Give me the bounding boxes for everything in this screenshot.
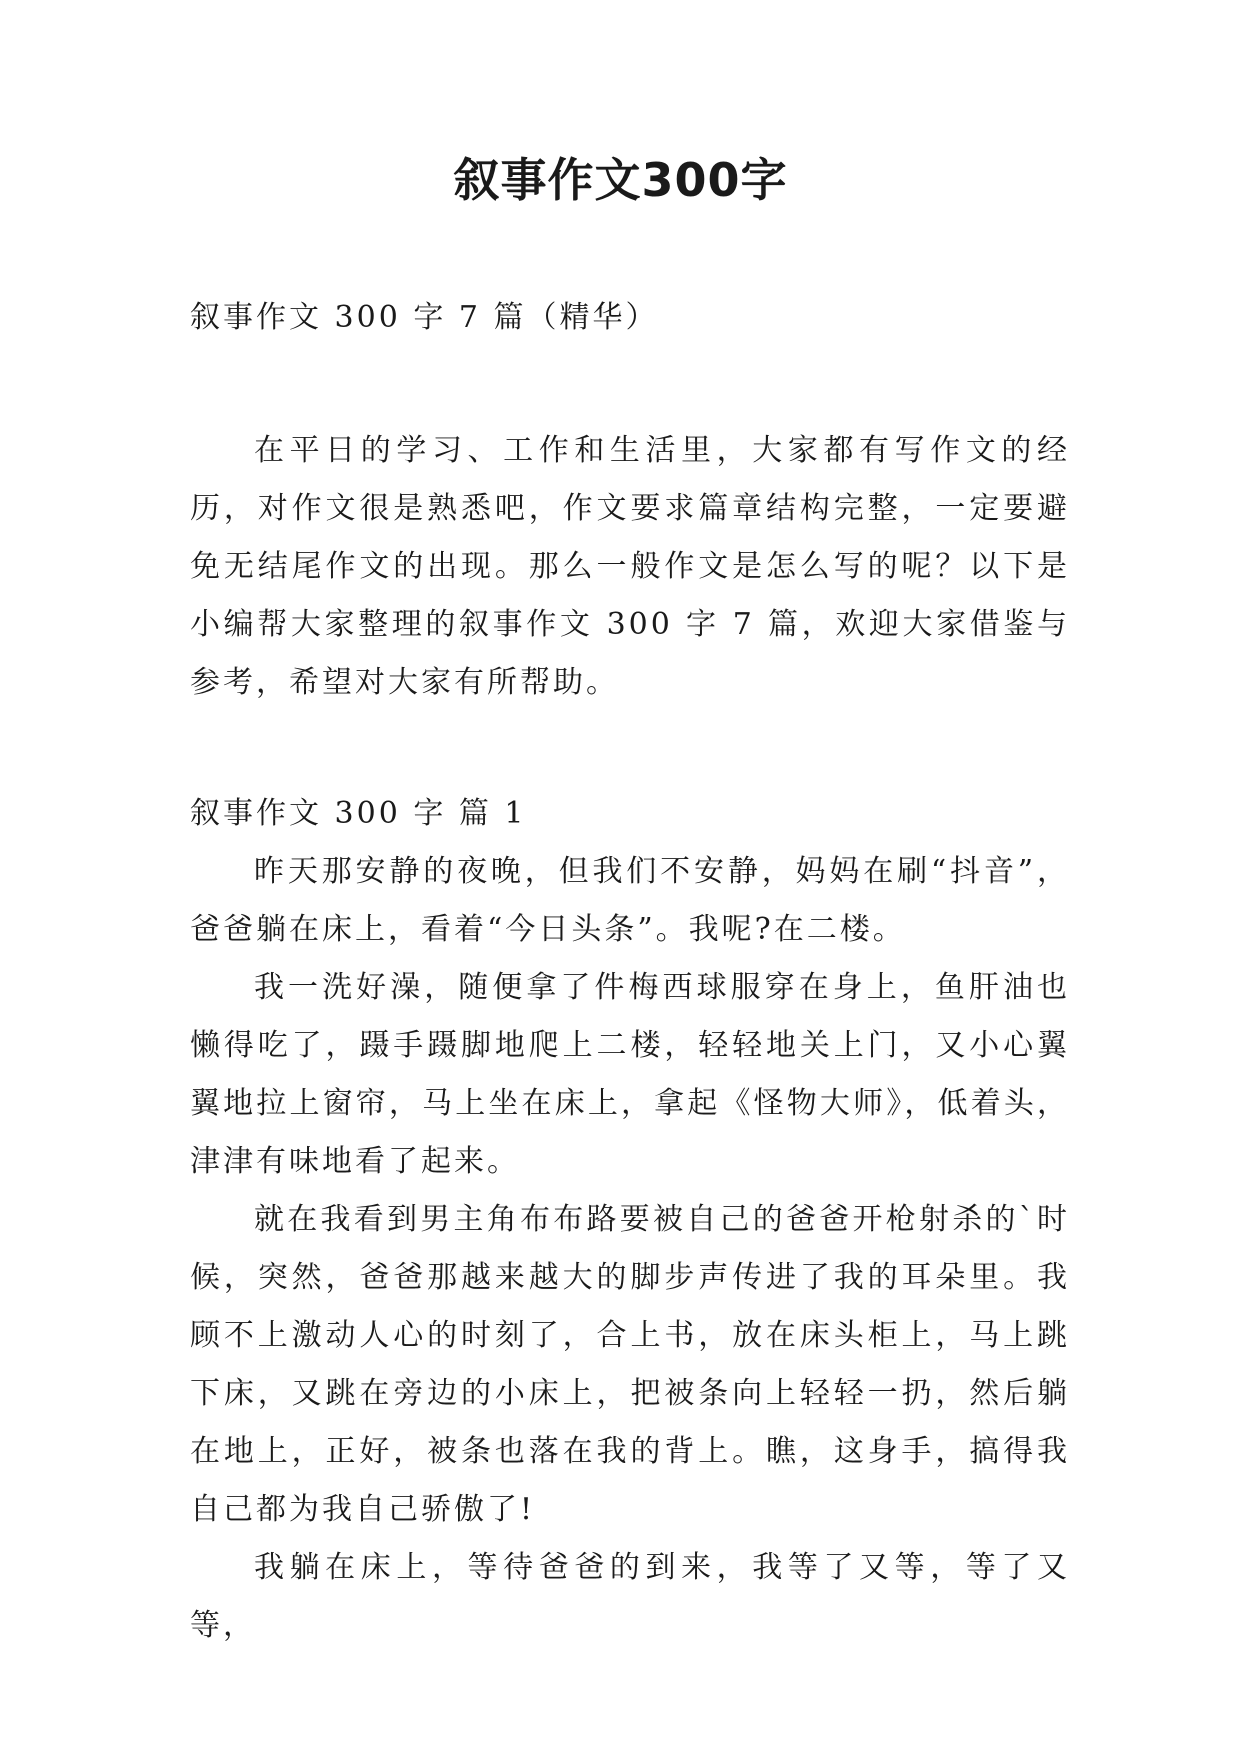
body-paragraph: 我躺在床上，等待爸爸的到来，我等了又等，等了又等， bbox=[190, 1550, 1070, 1643]
body-paragraph: 就在我看到男主角布布路要被自己的爸爸开枪射杀的`时候，突然，爸爸那越来越大的脚步声传进了我的耳朵里。我顾不上激动人心的时刻了，合上书，放在床头柜上，马上跳下床，又跳在旁边的小床上，把被条向上轻轻一扔，然后躺在地上，正好，被条也落在我的背上。瞧，这身手，搞得我自己都为我自己骄傲了! bbox=[190, 1202, 1070, 1527]
section-heading: 叙事作文 300 字 篇 1 bbox=[190, 796, 527, 831]
body-paragraph: 昨天那安静的夜晚，但我们不安静，妈妈在刷“抖音”，爸爸躺在床上，看着“今日头条”。我呢?在二楼。 bbox=[190, 854, 1070, 947]
document-subtitle: 叙事作文 300 字 7 篇（精华） bbox=[190, 300, 659, 335]
body-paragraph: 我一洗好澡，随便拿了件梅西球服穿在身上，鱼肝油也懒得吃了，蹑手蹑脚地爬上二楼，轻轻地关上门，又小心翼翼地拉上窗帘，马上坐在床上，拿起《怪物大师》，低着头，津津有味地看了起来。 bbox=[190, 970, 1070, 1179]
intro-paragraph: 在平日的学习、工作和生活里，大家都有写作文的经历，对作文很是熟悉吧，作文要求篇章结构完整，一定要避免无结尾作文的出现。那么一般作文是怎么写的呢？以下是小编帮大家整理的叙事作文 300 字 7 篇，欢迎大家借鉴与参考，希望对大家有所帮助。 bbox=[190, 433, 1070, 700]
document-title: 叙事作文300字 bbox=[453, 153, 788, 207]
document-body bbox=[190, 289, 1070, 1655]
